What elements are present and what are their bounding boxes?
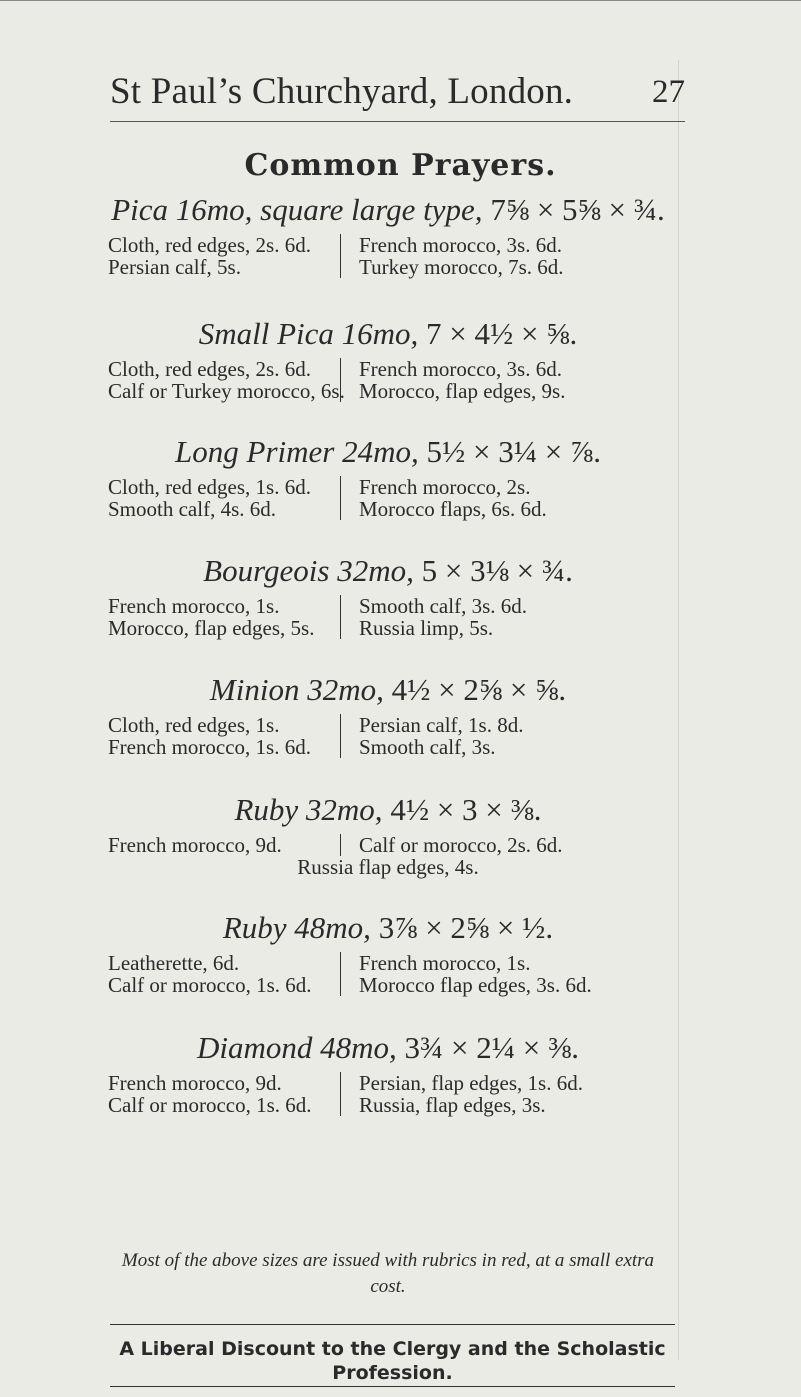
- type-name: Small Pica: [198, 316, 334, 351]
- format: 32mo,: [329, 553, 422, 588]
- type-name: Minion: [209, 672, 300, 707]
- edition-bourgeois-32mo: [108, 553, 668, 639]
- price-item: Leatherette, 6d.: [108, 951, 240, 975]
- edition-pica-16mo: [108, 192, 668, 278]
- price-item: Calf or morocco, 2s. 6d.: [359, 833, 563, 857]
- price-item: French morocco, 2s.: [359, 475, 531, 499]
- price-item: Morocco, flap edges, 9s.: [359, 379, 566, 403]
- price-item: Turkey morocco, 7s. 6d.: [359, 255, 564, 279]
- price-item: French morocco, 9d.: [108, 833, 282, 857]
- dimensions: 5 × 3⅛ × ¾.: [421, 553, 573, 588]
- price-item: Calf or morocco, 1s. 6d.: [108, 1093, 312, 1117]
- edition-title: [108, 192, 668, 228]
- price-column-right: [340, 358, 565, 402]
- price-item: Smooth calf, 3s.: [359, 735, 496, 759]
- price-item: French morocco, 1s.: [359, 951, 531, 975]
- price-item: Smooth calf, 3s. 6d.: [359, 594, 527, 618]
- edition-title: [108, 910, 668, 946]
- price-column-right: [340, 1072, 583, 1116]
- edition-small-pica-16mo: [108, 316, 668, 402]
- top-rule: [0, 0, 801, 1]
- discount-rule-top: [110, 1324, 675, 1325]
- edition-title: [108, 1030, 668, 1066]
- header-title: St Paul’s Churchyard, London.: [110, 71, 574, 112]
- type-name: Ruby: [222, 910, 287, 945]
- format: 16mo,: [333, 316, 427, 351]
- type-name: Bourgeois: [203, 553, 330, 588]
- price-item: Russia, flap edges, 3s.: [359, 1093, 546, 1117]
- price-item: Cloth, red edges, 2s. 6d.: [108, 357, 311, 381]
- header-rule: [110, 121, 685, 122]
- price-item: Morocco flap edges, 3s. 6d.: [359, 973, 592, 997]
- price-columns: [108, 595, 668, 639]
- price-item: Morocco, flap edges, 5s.: [108, 616, 315, 640]
- type-name: Pica: [111, 192, 169, 227]
- price-item: French morocco, 3s. 6d.: [359, 357, 562, 381]
- dimensions: 7 × 4½ × ⅝.: [426, 316, 578, 351]
- price-column-left: [108, 234, 340, 278]
- price-column-left: [108, 476, 340, 520]
- section-heading: Common Prayers.: [244, 148, 557, 183]
- edition-ruby-32mo: [108, 792, 668, 878]
- price-item: French morocco, 1s.: [108, 594, 280, 618]
- price-item: French morocco, 1s. 6d.: [108, 735, 311, 759]
- edition-title: [108, 672, 668, 708]
- price-column-right: [340, 834, 563, 856]
- edition-title: [108, 792, 668, 828]
- page-number: 27: [652, 74, 685, 110]
- dimensions: 4½ × 2⅝ × ⅝.: [391, 672, 567, 707]
- price-columns: [108, 834, 668, 856]
- price-item: Persian, flap edges, 1s. 6d.: [359, 1071, 583, 1095]
- price-columns: [108, 358, 668, 402]
- price-columns: [108, 234, 668, 278]
- edition-title: [108, 316, 668, 352]
- edition-diamond-48mo: [108, 1030, 668, 1116]
- price-columns: [108, 952, 668, 996]
- type-name: Long Primer: [175, 434, 335, 469]
- price-column-left: [108, 357, 345, 403]
- price-column-left: [108, 595, 340, 639]
- format: 48mo,: [312, 1030, 405, 1065]
- price-item: Cloth, red edges, 1s. 6d.: [108, 475, 311, 499]
- dimensions: 3⅞ × 2⅝ × ½.: [378, 910, 554, 945]
- price-columns: [108, 714, 668, 758]
- discount-rule-bottom: [110, 1386, 675, 1387]
- dimensions: 3¾ × 2¼ × ⅜.: [404, 1030, 579, 1065]
- type-name: Diamond: [197, 1030, 313, 1065]
- dimensions: 7⅝ × 5⅝ × ¾.: [490, 192, 665, 227]
- price-columns: [108, 476, 668, 520]
- edition-title: [108, 553, 668, 589]
- format: 32mo,: [298, 792, 391, 827]
- price-item: Persian calf, 5s.: [108, 255, 241, 279]
- price-item: Cloth, red edges, 2s. 6d.: [108, 233, 311, 257]
- price-column-left: [108, 714, 340, 758]
- price-column-left: [108, 1072, 340, 1116]
- price-item: French morocco, 3s. 6d.: [359, 233, 562, 257]
- format: 16mo, square large type,: [168, 192, 491, 227]
- price-item: Morocco flaps, 6s. 6d.: [359, 497, 547, 521]
- price-column-right: [340, 714, 523, 758]
- dimensions: 5½ × 3¼ × ⅞.: [426, 434, 601, 469]
- price-item: Calf or morocco, 1s. 6d.: [108, 973, 312, 997]
- edition-long-primer-24mo: [108, 434, 668, 520]
- price-item: Smooth calf, 4s. 6d.: [108, 497, 276, 521]
- edition-title: [108, 434, 668, 470]
- price-column-right: [340, 476, 547, 520]
- price-item: Calf or Turkey morocco, 6s.: [108, 379, 345, 403]
- price-column-right: [340, 595, 527, 639]
- price-columns: [108, 1072, 668, 1116]
- price-item: French morocco, 9d.: [108, 1071, 282, 1095]
- rubrics-note: Most of the above sizes are issued with rubrics in red, at a small extra cost.: [121, 1250, 655, 1297]
- price-column-right: [340, 952, 592, 996]
- edition-minion-32mo: [108, 672, 668, 758]
- format: 48mo,: [286, 910, 379, 945]
- dimensions: 4½ × 3 × ⅜.: [390, 792, 542, 827]
- price-item: Cloth, red edges, 1s.: [108, 713, 280, 737]
- price-column-right: [340, 234, 564, 278]
- type-name: Ruby: [234, 792, 299, 827]
- running-header: [110, 70, 685, 120]
- format: 24mo,: [334, 434, 427, 469]
- format: 32mo,: [299, 672, 392, 707]
- price-item-centered: Russia flap edges, 4s.: [297, 855, 479, 879]
- price-column-left: [108, 952, 340, 996]
- price-item: Russia limp, 5s.: [359, 616, 494, 640]
- price-item: Persian calf, 1s. 8d.: [359, 713, 524, 737]
- discount-notice: A Liberal Discount to the Clergy and the Scholastic Profession.: [119, 1338, 666, 1384]
- edition-ruby-48mo: [108, 910, 668, 996]
- page-edge: [678, 60, 679, 1360]
- price-column-left: [108, 834, 340, 856]
